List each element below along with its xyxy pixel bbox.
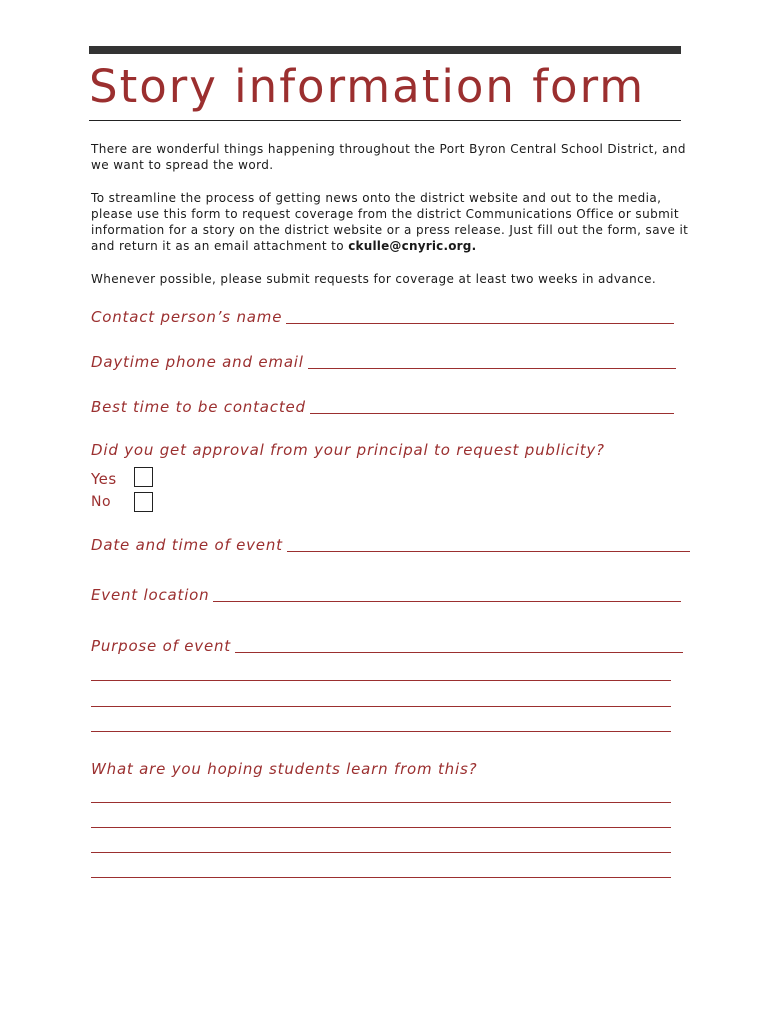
intro-paragraph-3: Whenever possible, please submit requests for coverage at least two weeks in advance. [91,272,657,286]
phone-email-input-line[interactable] [308,367,676,369]
approval-question [91,441,605,459]
no-checkbox[interactable] [134,492,153,512]
no-label: No [91,494,112,510]
contact-name-label: Contact person’s name [91,308,283,326]
location-label: Event location [91,586,210,604]
intro-paragraph-2-text: To streamline the process of getting news onto the district website and out to the media, please use this form to request coverage from the district Communications Office or submit information for a story on the district website or a press release. Just fill out the form, save it and return it as an email attachment to [91,191,689,253]
phone-email-label: Daytime phone and email [91,353,304,371]
page-title: Story information form [89,60,646,113]
phone-email-field[interactable] [91,353,676,371]
contact-name-field[interactable] [91,308,674,326]
contact-name-input-line[interactable] [286,322,674,324]
learn-question [91,760,477,778]
purpose-line-2[interactable] [91,680,671,681]
purpose-line-3[interactable] [91,706,671,707]
learn-line-2[interactable] [91,827,671,828]
yes-label: Yes [91,470,117,488]
title-divider [89,120,681,121]
purpose-field[interactable] [91,637,683,655]
location-input-line[interactable] [213,600,681,602]
learn-line-4[interactable] [91,877,671,878]
approval-question-label: Did you get approval from your principal to request publicity? [91,441,605,459]
best-time-label: Best time to be contacted [91,398,306,416]
best-time-field[interactable] [91,398,674,416]
location-field[interactable] [91,586,681,604]
date-time-label: Date and time of event [91,536,283,554]
purpose-line-4[interactable] [91,731,671,732]
learn-line-3[interactable] [91,852,671,853]
header-bar [89,46,681,54]
purpose-input-line[interactable] [235,651,683,653]
date-time-field[interactable] [91,536,690,554]
learn-question-label: What are you hoping students learn from this? [91,760,478,778]
date-time-input-line[interactable] [287,550,690,552]
learn-line-1[interactable] [91,802,671,803]
yes-checkbox[interactable] [134,467,153,487]
purpose-label: Purpose of event [91,637,231,655]
intro-paragraph-2 [91,190,691,254]
email-link[interactable]: ckulle@cnyric.org. [348,239,477,253]
intro-paragraph-1: There are wonderful things happening throughout the Port Byron Central School District, and we want to spread the word. [91,142,686,172]
best-time-input-line[interactable] [310,412,674,414]
